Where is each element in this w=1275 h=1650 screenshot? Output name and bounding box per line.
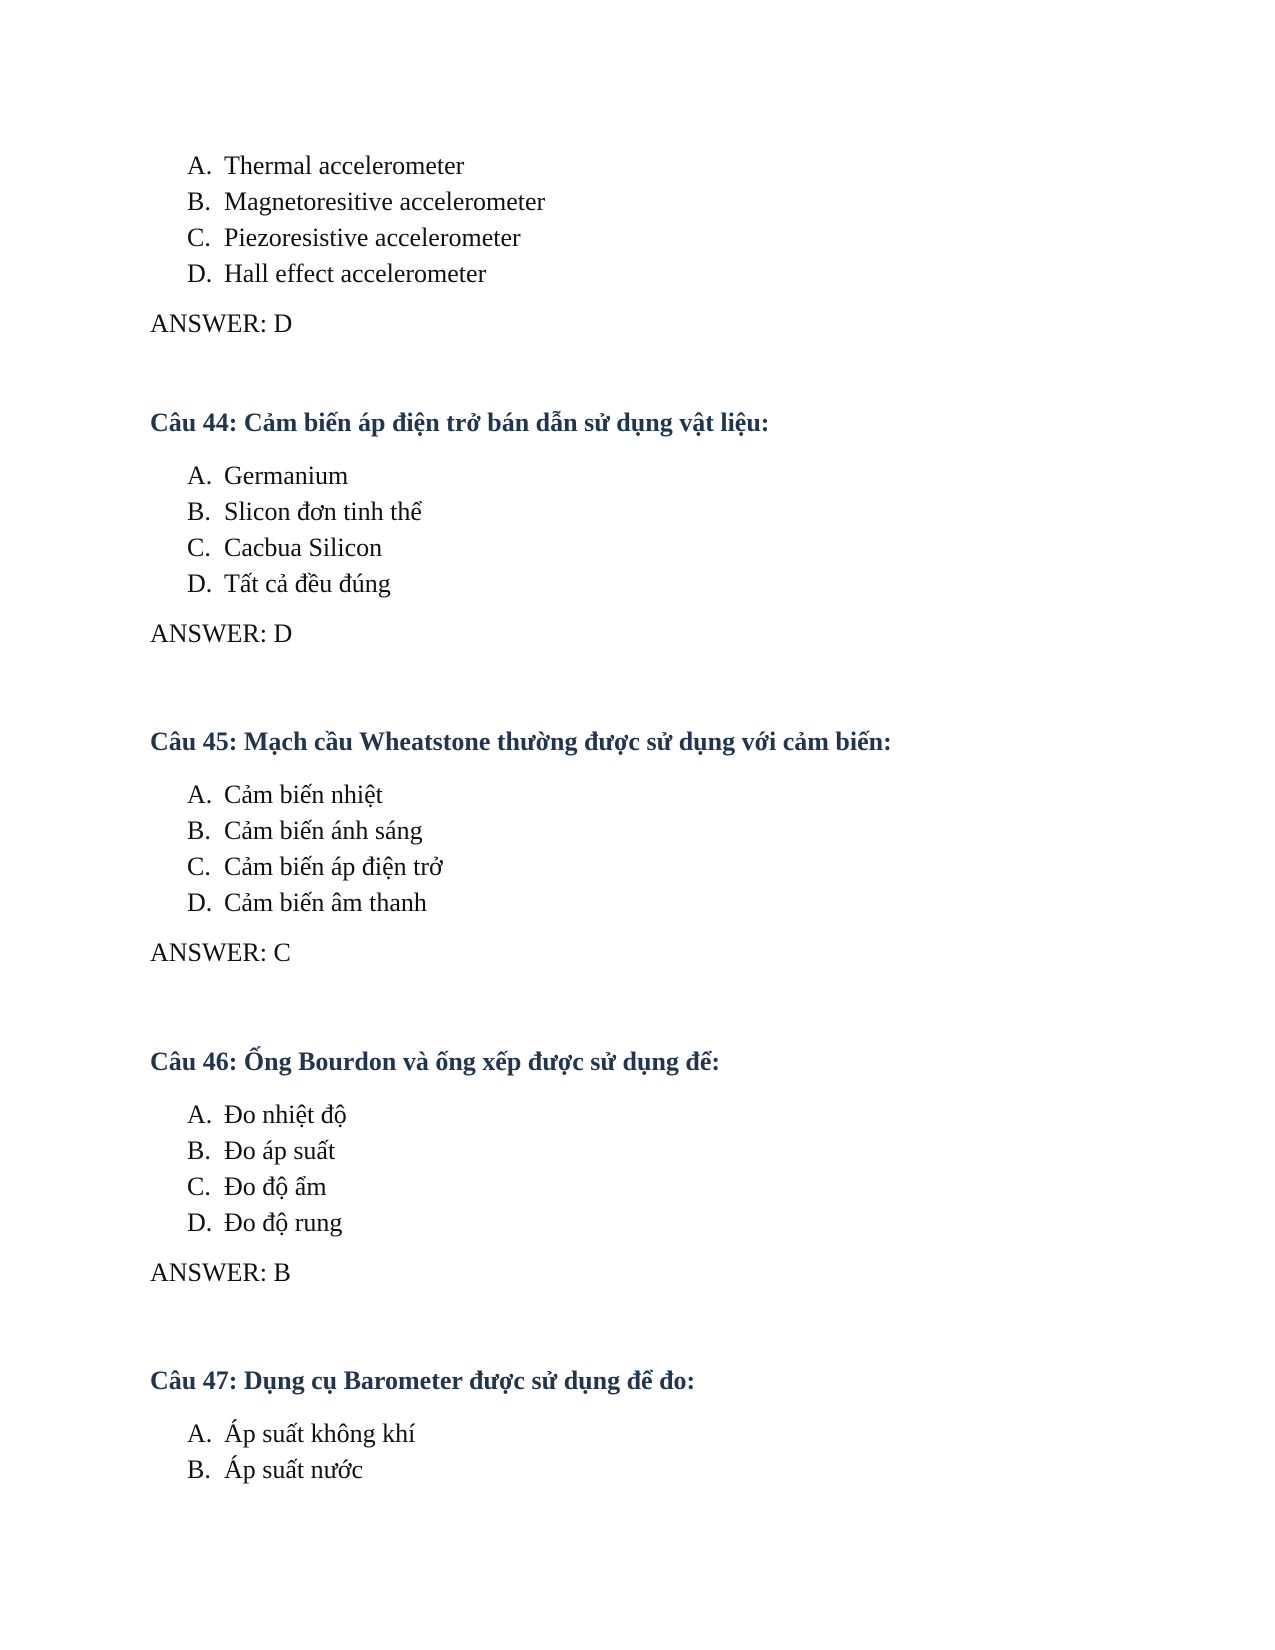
option-letter: A. — [187, 780, 213, 809]
option-text: Áp suất không khí — [224, 1419, 416, 1448]
option-text: Cảm biến ánh sáng — [224, 816, 423, 845]
option-letter: D. — [187, 1208, 213, 1237]
option-a — [187, 1416, 1150, 1452]
option-letter: D. — [187, 569, 213, 598]
question-title: Câu 44: Cảm biến áp điện trở bán dẫn sử dụng vật liệu: — [150, 408, 770, 437]
option-d — [187, 1205, 1150, 1241]
option-a — [187, 777, 1150, 813]
option-letter: C. — [187, 223, 211, 252]
option-text: Cảm biến âm thanh — [224, 888, 427, 917]
option-letter: A. — [187, 1100, 213, 1129]
answer-line: ANSWER: D — [150, 619, 293, 648]
answer-line: ANSWER: B — [150, 1258, 291, 1287]
option-letter: B. — [187, 497, 211, 526]
option-a — [187, 1097, 1150, 1133]
option-text: Đo độ ẩm — [224, 1172, 327, 1201]
option-letter: A. — [187, 151, 213, 180]
option-letter: B. — [187, 187, 211, 216]
question-title: Câu 45: Mạch cầu Wheatstone thường được sử dụng với cảm biến: — [150, 727, 892, 756]
option-letter: C. — [187, 852, 211, 881]
option-list — [150, 1097, 1150, 1241]
option-b — [187, 1133, 1150, 1169]
option-letter: B. — [187, 1455, 211, 1484]
option-text: Slicon đơn tinh thể — [224, 497, 422, 526]
question-block-43 — [150, 148, 1150, 339]
option-letter: A. — [187, 1419, 213, 1448]
question-block-45 — [150, 727, 1150, 968]
option-d — [187, 256, 1150, 292]
option-c — [187, 1169, 1150, 1205]
option-list — [150, 148, 1150, 292]
option-b — [187, 184, 1150, 220]
option-c — [187, 220, 1150, 256]
option-text: Cacbua Silicon — [224, 533, 383, 562]
option-text: Đo nhiệt độ — [224, 1100, 347, 1129]
option-text: Cảm biến áp điện trở — [224, 852, 443, 881]
option-list — [150, 777, 1150, 921]
option-c — [187, 849, 1150, 885]
option-text: Hall effect accelerometer — [224, 259, 487, 288]
option-letter: D. — [187, 888, 213, 917]
question-block-44 — [150, 408, 1150, 649]
option-text: Đo độ rung — [224, 1208, 343, 1237]
option-text: Piezoresistive accelerometer — [224, 223, 521, 252]
option-a — [187, 148, 1150, 184]
option-letter: A. — [187, 461, 213, 490]
option-text: Magnetoresitive accelerometer — [224, 187, 546, 216]
option-b — [187, 813, 1150, 849]
option-letter: B. — [187, 816, 211, 845]
question-title: Câu 46: Ống Bourdon và ống xếp được sử dụng để: — [150, 1047, 721, 1076]
option-text: Áp suất nước — [224, 1455, 364, 1484]
option-a — [187, 458, 1150, 494]
answer-line: ANSWER: D — [150, 309, 293, 338]
option-text: Tất cả đều đúng — [224, 569, 391, 598]
option-c — [187, 530, 1150, 566]
option-letter: C. — [187, 533, 211, 562]
question-title: Câu 47: Dụng cụ Barometer được sử dụng để đo: — [150, 1366, 696, 1395]
option-text: Germanium — [224, 461, 349, 490]
option-text: Thermal accelerometer — [224, 151, 465, 180]
option-d — [187, 885, 1150, 921]
option-b — [187, 1452, 1150, 1488]
option-text: Đo áp suất — [224, 1136, 336, 1165]
question-block-46 — [150, 1047, 1150, 1288]
option-text: Cảm biến nhiệt — [224, 780, 383, 809]
option-list — [150, 458, 1150, 602]
option-b — [187, 494, 1150, 530]
option-list — [150, 1416, 1150, 1488]
option-letter: B. — [187, 1136, 211, 1165]
option-letter: C. — [187, 1172, 211, 1201]
option-d — [187, 566, 1150, 602]
answer-line: ANSWER: C — [150, 938, 291, 967]
option-letter: D. — [187, 259, 213, 288]
question-block-47 — [150, 1366, 1150, 1488]
